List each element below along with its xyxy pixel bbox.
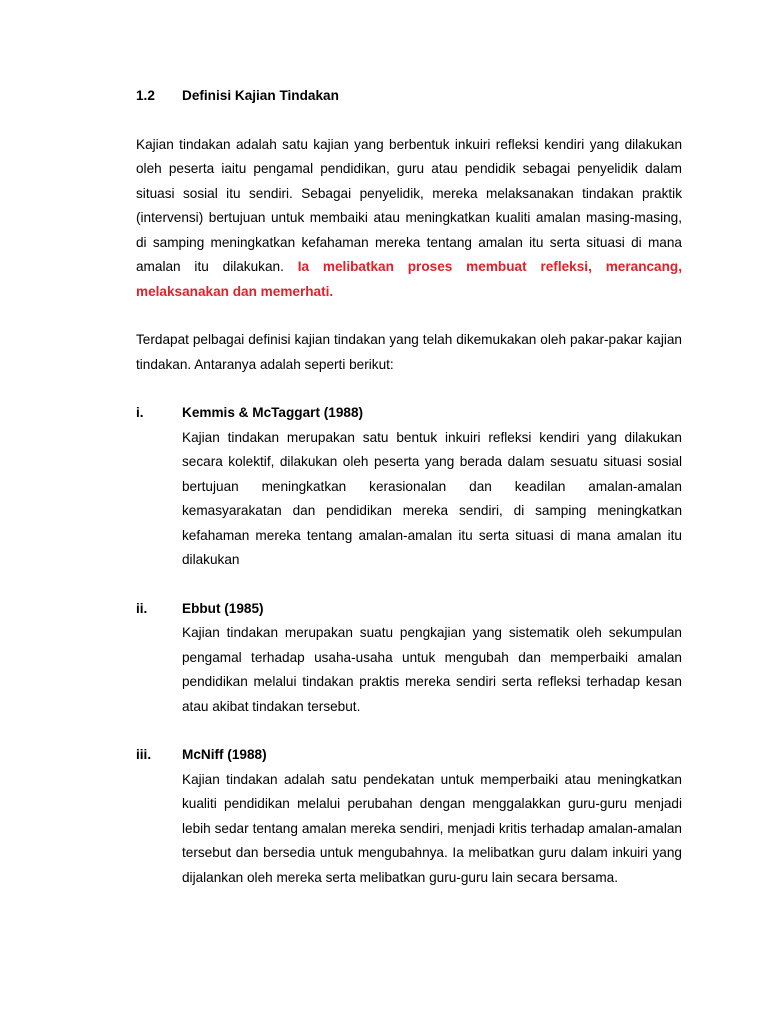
definition-author: Ebbut (1985) [182,600,264,616]
definition-content [182,743,682,890]
intro-text: Kajian tindakan adalah satu kajian yang berbentuk inkuiri refleksi kendiri yang dilakukan oleh peserta iaitu pengamal pendidikan, guru atau pendidik sebagai penyelidik dalam situasi sosial itu sendiri. Sebagai penyelidik, mereka melaksanakan tindakan praktik (intervensi) bertujuan untuk membaiki atau meningkatkan kualiti amalan masing-masing, di samping meningkatkan kefahaman mereka tentang amalan itu serta situasi di mana amalan itu dilakukan. [136,136,682,274]
definition-item [136,401,682,573]
definition-numeral: i. [136,405,144,420]
section-title: Definisi Kajian Tindakan [182,88,339,103]
definition-author: Kemmis & McTaggart (1988) [182,405,364,420]
intro-paragraph [136,133,682,305]
intro-highlight: Ia melibatkan proses membuat refleksi, merancang, melaksanakan dan memerhati. [136,259,683,299]
definition-author: McNiff (1988) [182,747,267,762]
definition-item [136,597,682,720]
definition-text: Kajian tindakan adalah satu pendekatan untuk memperbaiki atau meningkatkan kualiti pendidikan melalui perubahan dengan menggalakkan guru-guru menjadi lebih sedar tentang amalan mereka sendiri, menjadi kritis terhadap amalan-amalan tersebut dan bersedia untuk mengubahnya. Ia melibatkan guru dalam inkuiri yang dijalankan oleh mereka serta melibatkan guru-guru lain secara bersama. [182,771,682,885]
lead-paragraph: Terdapat pelbagai definisi kajian tindakan yang telah dikemukakan oleh pakar-pakar kajian tindakan. Antaranya adalah seperti berikut: [136,332,682,372]
section-number: 1.2 [136,88,155,103]
section-heading [136,84,682,109]
definition-item [136,743,682,890]
definition-text: Kajian tindakan merupakan suatu pengkajian yang sistematik oleh sekumpulan pengamal terhadap usaha-usaha untuk mengubah dan memperbaiki amalan pendidikan melalui tindakan praktis mereka sendiri serta refleksi terhadap kesan atau akibat tindakan tersebut. [182,625,682,714]
definition-numeral: ii. [136,600,148,616]
definition-content [182,401,682,573]
document-page [136,84,682,914]
definition-content [182,597,682,720]
definition-text: Kajian tindakan merupakan satu bentuk inkuiri refleksi kendiri yang dilakukan secara kolektif, dilakukan oleh peserta yang berada dalam sesuatu situasi sosial bertujuan meningkatkan kerasionalan dan keadilan amalan-amalan kemasyarakatan dan pendidikan mereka sendiri, di samping meningkatkan kefahaman mereka tentang amalan-amalan itu serta situasi di mana amalan itu dilakukan [182,429,682,567]
definition-numeral: iii. [136,747,152,762]
